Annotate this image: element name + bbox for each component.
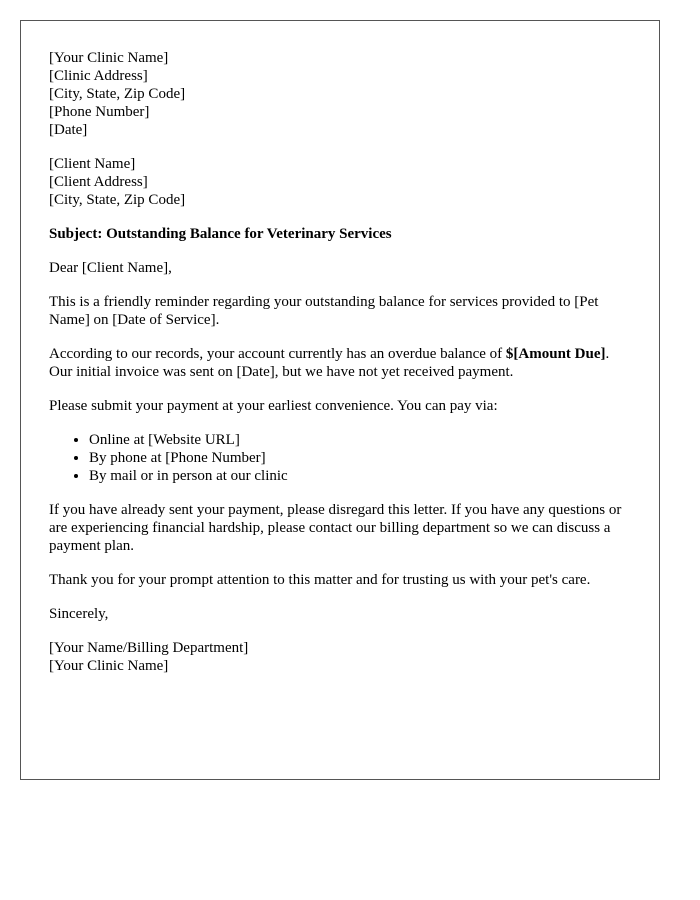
thanks-paragraph: Thank you for your prompt attention to this matter and for trusting us with your pet's care.: [49, 572, 591, 588]
recipient-city-state-zip: [City, State, Zip Code]: [49, 192, 186, 208]
sender-clinic-address: [Clinic Address]: [49, 68, 148, 84]
signature-clinic: [Your Clinic Name]: [49, 658, 169, 674]
payment-option-mail: • By mail or in person at our clinic: [89, 467, 631, 485]
sender-clinic-name: [Your Clinic Name]: [49, 50, 169, 66]
recipient-address-block: [49, 155, 631, 209]
letter-page: [20, 20, 660, 780]
sender-address-block: [49, 49, 631, 139]
amount-due: $[Amount Due]: [505, 346, 606, 362]
payment-option-phone: • By phone at [Phone Number]: [89, 449, 631, 467]
salutation: Dear [Client Name],: [49, 260, 172, 276]
recipient-address: [Client Address]: [49, 174, 148, 190]
payment-paragraph: Please submit your payment at your earliest convenience. You can pay via:: [49, 398, 498, 414]
disregard-paragraph: If you have already sent your payment, please disregard this letter. If you have any questions or are experiencing financial hardship, please contact our billing department so we can discuss a payment plan.: [49, 502, 622, 554]
records-paragraph: [49, 345, 631, 381]
recipient-name: [Client Name]: [49, 156, 136, 172]
signature-block: [49, 639, 631, 675]
payment-option-online: • Online at [Website URL]: [89, 431, 631, 449]
records-text-after: . Our initial invoice was sent on [Date], but we have not yet received payment.: [49, 346, 610, 380]
signature-name: [Your Name/Billing Department]: [49, 640, 249, 656]
reminder-paragraph: This is a friendly reminder regarding your outstanding balance for services provided to [Pet Name] on [Date of Service].: [49, 294, 599, 328]
payment-options-list: [49, 431, 631, 485]
sender-phone: [Phone Number]: [49, 104, 150, 120]
sender-city-state-zip: [City, State, Zip Code]: [49, 86, 186, 102]
letter-date: [Date]: [49, 122, 88, 138]
records-text-before: According to our records, your account currently has an overdue balance of: [49, 346, 506, 362]
subject-line: Subject: Outstanding Balance for Veterinary Services: [49, 226, 392, 242]
closing: Sincerely,: [49, 606, 109, 622]
